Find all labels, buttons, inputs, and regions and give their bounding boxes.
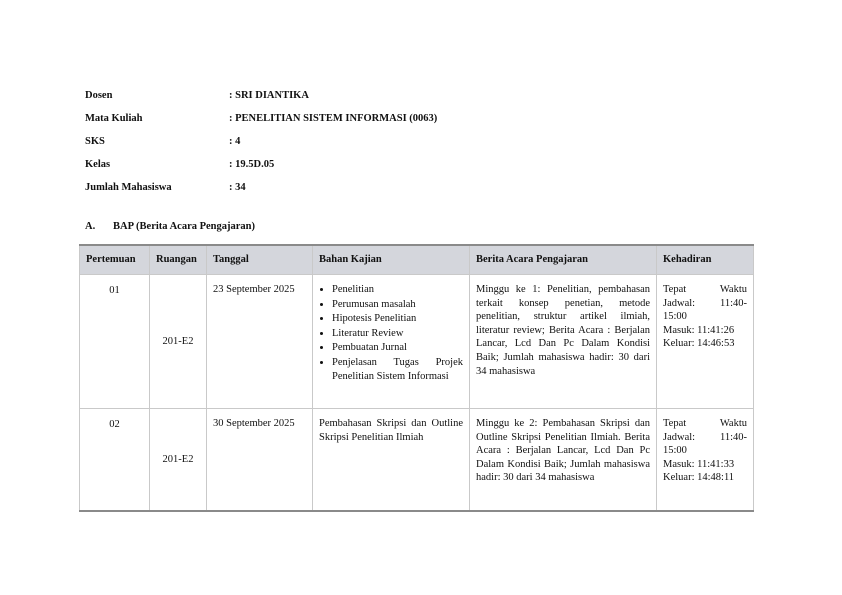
list-item: • Penelitian (332, 283, 463, 297)
table-row (80, 409, 754, 512)
bap-table (79, 244, 754, 512)
list-item: • Literatur Review (332, 327, 463, 341)
kehadiran-masuk: Masuk: 11:41:26 (663, 324, 735, 336)
dosen-label: Dosen (85, 90, 113, 101)
info-row-matkul (85, 107, 437, 130)
cell-berita-acara: Minggu ke 1: Penelitian, pembahasan terkait konsep penetian, metode penelitian, struktur artikel ilmiah, literatur review; Berita Acara : Berjalan Lancar, Lcd Dan Pc Dalam Kondisi Baik; Jumlah mahasiswa hadir: 30 dari 34 mahasiswa (470, 275, 657, 409)
list-item: • Perumusan masalah (332, 298, 463, 312)
header-berita-acara: Berita Acara Pengajaran (470, 245, 657, 275)
cell-bahan-kajian (313, 275, 470, 409)
cell-ruangan: 201-E2 (150, 275, 207, 409)
matkul-value: : PENELITIAN SISTEM INFORMASI (0063) (229, 113, 438, 124)
cell-tanggal: 23 September 2025 (207, 275, 313, 409)
header-bahan-kajian: Bahan Kajian (313, 245, 470, 275)
info-row-jumlah (85, 176, 437, 199)
jumlah-value: : 34 (229, 182, 246, 193)
section-title: BAP (Berita Acara Pengajaran) (113, 221, 256, 232)
kehadiran-jadwal: Jadwal: 11:40-15:00 (663, 431, 747, 457)
kehadiran-status: Tepat Waktu (663, 284, 747, 295)
cell-berita-acara: Minggu ke 2: Pembahasan Skripsi dan Outline Skripsi Penelitian Ilmiah. Berita Acara : Berjalan Lancar, Lcd Dan Pc Dalam Kondisi Baik; Jumlah mahasiswa hadir: 30 dari 34 mahasiswa (470, 409, 657, 512)
kehadiran-status: Tepat Waktu (663, 418, 747, 429)
cell-ruangan: 201-E2 (150, 409, 207, 512)
cell-pertemuan: 02 (80, 409, 150, 512)
cell-kehadiran (657, 275, 754, 409)
matkul-label: Mata Kuliah (85, 113, 143, 124)
info-row-kelas (85, 153, 437, 176)
section-number: A. (85, 221, 96, 232)
header-pertemuan: Pertemuan (80, 245, 150, 275)
jumlah-label: Jumlah Mahasiswa (85, 182, 172, 193)
header-tanggal: Tanggal (207, 245, 313, 275)
sks-label: SKS (85, 136, 105, 147)
dosen-value: : SRI DIANTIKA (229, 90, 309, 101)
kelas-value: : 19.5D.05 (229, 159, 275, 170)
kehadiran-masuk: Masuk: 11:41:33 (663, 458, 735, 470)
info-row-dosen (85, 84, 437, 107)
info-row-sks (85, 130, 437, 153)
kehadiran-keluar: Keluar: 14:46:53 (663, 338, 735, 350)
sks-value: : 4 (229, 136, 241, 147)
kehadiran-keluar: Keluar: 14:48:11 (663, 472, 735, 484)
list-item: • Hipotesis Penelitian (332, 312, 463, 326)
list-item: • Penjelasan Tugas Projek Penelitian Sistem Informasi (332, 356, 463, 383)
cell-pertemuan: 01 (80, 275, 150, 409)
table-row (80, 275, 754, 409)
header-ruangan: Ruangan (150, 245, 207, 275)
kelas-label: Kelas (85, 159, 111, 170)
kehadiran-jadwal: Jadwal: 11:40-15:00 (663, 297, 747, 323)
section-heading (85, 221, 255, 232)
header-kehadiran: Kehadiran (657, 245, 754, 275)
list-item: • Pembuatan Jurnal (332, 341, 463, 355)
topic-list (319, 283, 463, 383)
cell-kehadiran (657, 409, 754, 512)
cell-tanggal: 30 September 2025 (207, 409, 313, 512)
table-header-row (80, 245, 754, 275)
course-info (85, 84, 437, 199)
cell-bahan-kajian: Pembahasan Skripsi dan Outline Skripsi Penelitian Ilmiah (313, 409, 470, 512)
